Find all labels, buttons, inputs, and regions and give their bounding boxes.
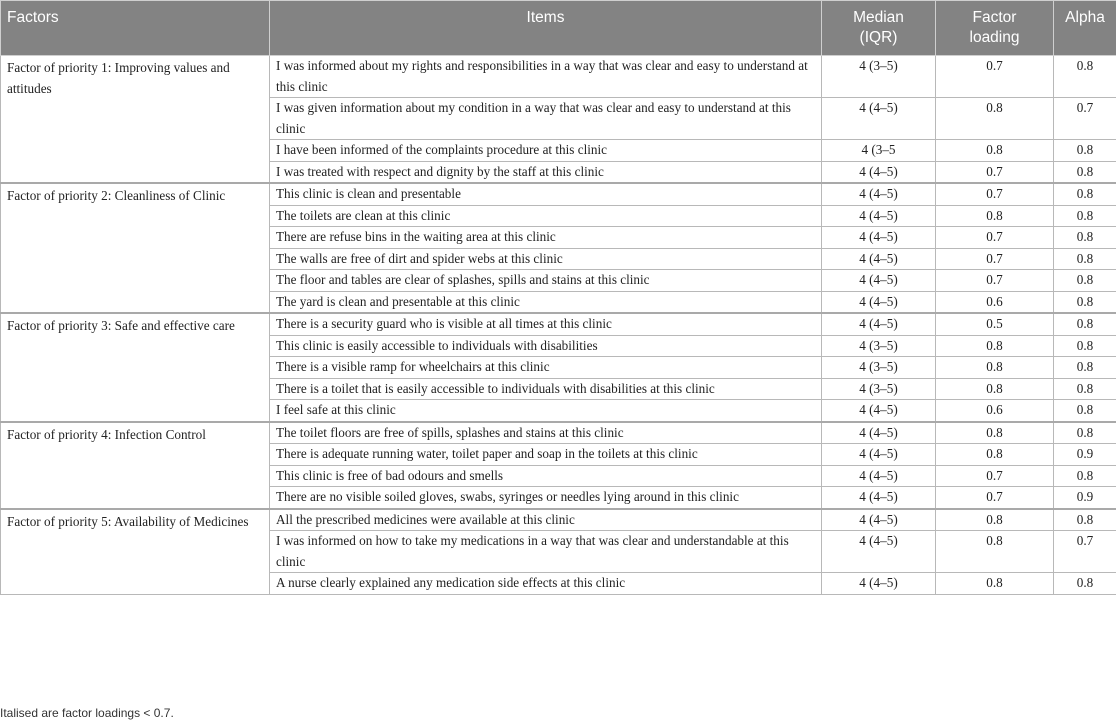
factor-loading-cell: 0.8 (936, 378, 1054, 400)
header-loading-line1: Factor (972, 9, 1017, 26)
item-cell: This clinic is free of bad odours and smells (270, 465, 822, 487)
median-cell: 4 (4–5) (822, 444, 936, 466)
median-cell: 4 (4–5) (822, 270, 936, 292)
factor-loading-cell: 0.6 (936, 291, 1054, 313)
factor-loading-cell: 0.5 (936, 313, 1054, 335)
alpha-cell: 0.8 (1054, 205, 1116, 227)
factor-loading-cell: 0.8 (936, 573, 1054, 595)
table-row (1, 183, 1116, 205)
alpha-cell: 0.8 (1054, 422, 1116, 444)
alpha-cell: 0.7 (1054, 98, 1116, 140)
alpha-cell: 0.8 (1054, 227, 1116, 249)
header-loading-line2: loading (969, 29, 1020, 46)
factor-cell: Factor of priority 4: Infection Control (1, 422, 270, 509)
alpha-cell: 0.8 (1054, 270, 1116, 292)
median-cell: 4 (4–5) (822, 531, 936, 573)
factor-loading-cell: 0.7 (936, 227, 1054, 249)
item-cell: This clinic is clean and presentable (270, 183, 822, 205)
item-cell: The walls are free of dirt and spider webs at this clinic (270, 248, 822, 270)
table-row (1, 422, 1116, 444)
factor-loading-cell: 0.7 (936, 465, 1054, 487)
median-cell: 4 (4–5) (822, 573, 936, 595)
item-cell: There are refuse bins in the waiting area at this clinic (270, 227, 822, 249)
median-cell: 4 (4–5) (822, 465, 936, 487)
alpha-cell: 0.8 (1054, 509, 1116, 531)
header-median-line2: (IQR) (859, 29, 898, 46)
factor-loading-cell: 0.8 (936, 205, 1054, 227)
factor-loading-cell: 0.8 (936, 509, 1054, 531)
table-row (1, 313, 1116, 335)
item-cell: I feel safe at this clinic (270, 400, 822, 422)
factor-loading-cell: 0.7 (936, 56, 1054, 98)
median-cell: 4 (4–5) (822, 509, 936, 531)
alpha-cell: 0.8 (1054, 400, 1116, 422)
factor-loading-cell: 0.8 (936, 335, 1054, 357)
median-cell: 4 (3–5) (822, 378, 936, 400)
item-cell: The yard is clean and presentable at this clinic (270, 291, 822, 313)
median-cell: 4 (4–5) (822, 291, 936, 313)
item-cell: This clinic is easily accessible to individuals with disabilities (270, 335, 822, 357)
alpha-cell: 0.8 (1054, 161, 1116, 183)
factor-cell: Factor of priority 1: Improving values and attitudes (1, 56, 270, 184)
item-cell: There are no visible soiled gloves, swabs, syringes or needles lying around in this clinic (270, 487, 822, 509)
factor-loading-cell: 0.8 (936, 444, 1054, 466)
median-cell: 4 (3–5) (822, 56, 936, 98)
alpha-cell: 0.8 (1054, 183, 1116, 205)
median-cell: 4 (4–5) (822, 400, 936, 422)
item-cell: I was given information about my condition in a way that was clear and easy to understand at this clinic (270, 98, 822, 140)
header-factors: Factors (1, 1, 270, 56)
header-median-line1: Median (853, 9, 904, 26)
factor-loading-cell: 0.7 (936, 161, 1054, 183)
factor-loading-cell: 0.8 (936, 531, 1054, 573)
alpha-cell: 0.8 (1054, 140, 1116, 162)
median-cell: 4 (4–5) (822, 98, 936, 140)
median-cell: 4 (4–5) (822, 227, 936, 249)
header-row (1, 1, 1116, 56)
median-cell: 4 (4–5) (822, 183, 936, 205)
median-cell: 4 (3–5) (822, 357, 936, 379)
item-cell: A nurse clearly explained any medication side effects at this clinic (270, 573, 822, 595)
header-factor-loading (936, 1, 1054, 56)
item-cell: The toilet floors are free of spills, splashes and stains at this clinic (270, 422, 822, 444)
factor-loading-cell: 0.8 (936, 422, 1054, 444)
alpha-cell: 0.8 (1054, 56, 1116, 98)
median-cell: 4 (4–5) (822, 205, 936, 227)
median-cell: 4 (4–5) (822, 161, 936, 183)
item-cell: I have been informed of the complaints procedure at this clinic (270, 140, 822, 162)
item-cell: I was treated with respect and dignity by the staff at this clinic (270, 161, 822, 183)
alpha-cell: 0.8 (1054, 465, 1116, 487)
item-cell: There is a security guard who is visible at all times at this clinic (270, 313, 822, 335)
alpha-cell: 0.8 (1054, 378, 1116, 400)
factor-loading-cell: 0.8 (936, 98, 1054, 140)
item-cell: There is a toilet that is easily accessible to individuals with disabilities at this clinic (270, 378, 822, 400)
item-cell: There is adequate running water, toilet paper and soap in the toilets at this clinic (270, 444, 822, 466)
median-cell: 4 (4–5) (822, 422, 936, 444)
factor-loading-cell: 0.8 (936, 140, 1054, 162)
factor-cell: Factor of priority 5: Availability of Medicines (1, 509, 270, 595)
header-items: Items (270, 1, 822, 56)
item-cell: I was informed on how to take my medications in a way that was clear and understandable at this clinic (270, 531, 822, 573)
item-cell: The floor and tables are clear of splashes, spills and stains at this clinic (270, 270, 822, 292)
factor-loading-cell: 0.7 (936, 183, 1054, 205)
alpha-cell: 0.8 (1054, 248, 1116, 270)
item-cell: The toilets are clean at this clinic (270, 205, 822, 227)
factor-loading-cell: 0.7 (936, 487, 1054, 509)
alpha-cell: 0.9 (1054, 487, 1116, 509)
item-cell: There is a visible ramp for wheelchairs at this clinic (270, 357, 822, 379)
alpha-cell: 0.8 (1054, 291, 1116, 313)
median-cell: 4 (4–5) (822, 248, 936, 270)
table-row (1, 56, 1116, 98)
item-cell: I was informed about my rights and responsibilities in a way that was clear and easy to understand at this clinic (270, 56, 822, 98)
header-median (822, 1, 936, 56)
factor-cell: Factor of priority 2: Cleanliness of Clinic (1, 183, 270, 313)
alpha-cell: 0.9 (1054, 444, 1116, 466)
median-cell: 4 (4–5) (822, 313, 936, 335)
header-alpha: Alpha (1054, 1, 1116, 56)
median-cell: 4 (3–5 (822, 140, 936, 162)
alpha-cell: 0.8 (1054, 573, 1116, 595)
table-row (1, 509, 1116, 531)
factor-loading-cell: 0.7 (936, 270, 1054, 292)
factor-loading-cell: 0.8 (936, 357, 1054, 379)
factor-loading-cell: 0.6 (936, 400, 1054, 422)
item-cell: All the prescribed medicines were available at this clinic (270, 509, 822, 531)
median-cell: 4 (4–5) (822, 487, 936, 509)
alpha-cell: 0.8 (1054, 357, 1116, 379)
alpha-cell: 0.8 (1054, 313, 1116, 335)
table-footnote: Italised are factor loadings < 0.7. (0, 706, 174, 720)
alpha-cell: 0.8 (1054, 335, 1116, 357)
factor-cell: Factor of priority 3: Safe and effective care (1, 313, 270, 422)
alpha-cell: 0.7 (1054, 531, 1116, 573)
median-cell: 4 (3–5) (822, 335, 936, 357)
factor-loading-cell: 0.7 (936, 248, 1054, 270)
